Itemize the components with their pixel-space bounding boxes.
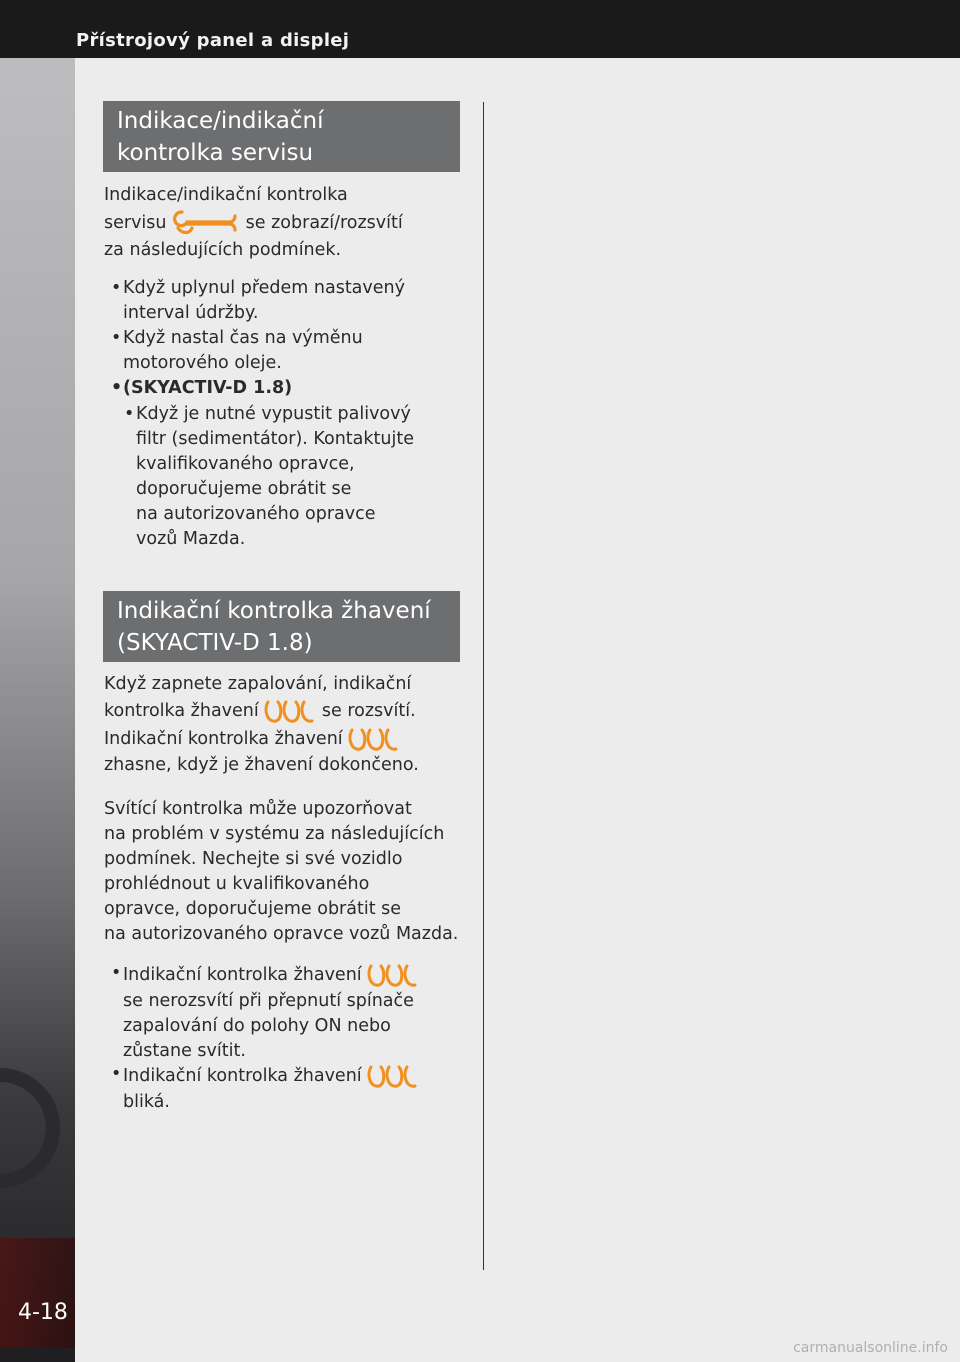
list-item: • Když uplynul předem nastavený interval údržby. [123, 276, 405, 326]
column-divider [483, 102, 484, 1270]
list-item: • (SKYACTIV-D 1.8) [123, 376, 292, 401]
text-line: na autorizovaného opravce [136, 504, 376, 524]
glow-plug-icon [367, 961, 419, 989]
sub-list-item: • Když je nutné vypustit palivový filtr (sedimentátor). Kontaktujte kvalifikovaného opravce, doporučujeme obrátit se na autorizovaného opravce vozů Mazda. [136, 402, 414, 552]
text-line: (SKYACTIV-D 1.8) [123, 378, 293, 398]
text-line: kvalifikovaného opravce, [136, 454, 355, 474]
service-intro [104, 183, 474, 263]
text-span: kontrolka žhavení [104, 701, 259, 721]
text-line: prohlédnout u kvalifikovaného [104, 874, 370, 894]
text-line: interval údržby. [123, 303, 259, 323]
list-item: • Když nastal čas na výměnu motorového oleje. [123, 326, 363, 376]
text-line [123, 1062, 419, 1090]
text-line: vozů Mazda. [136, 529, 246, 549]
text-line: na autorizovaného opravce vozů Mazda. [104, 924, 459, 944]
text-line: podmínek. Nechejte si své vozidlo [104, 849, 403, 869]
heading-line: kontrolka servisu [117, 140, 314, 166]
text-line: doporučujeme obrátit se [136, 479, 352, 499]
text-span: Indikační kontrolka žhavení [104, 729, 343, 749]
glow-plug-icon [264, 697, 316, 725]
text-line: zhasne, když je žhavení dokončeno. [104, 755, 419, 775]
glow-plug-icon [348, 725, 400, 753]
text-line: filtr (sedimentátor). Kontaktujte [136, 429, 414, 449]
watermark[interactable]: carmanualsonline.info [793, 1340, 948, 1356]
text-line: bliká. [123, 1092, 170, 1112]
steering-wheel-image [0, 1068, 60, 1188]
text-line: Indikace/indikační kontrolka [104, 185, 348, 205]
text-span: servisu [104, 213, 167, 233]
glow-paragraph-2 [104, 797, 474, 947]
section-heading-glow [103, 591, 460, 662]
top-bar [0, 0, 960, 58]
list-item: • Indikační kontrolka žhavení bliká. [123, 1062, 419, 1115]
text-line: opravce, doporučujeme obrátit se [104, 899, 402, 919]
section-heading-service [103, 101, 460, 172]
text-line: za následujících podmínek. [104, 240, 342, 260]
wrench-icon [172, 208, 240, 238]
text-line: Když uplynul předem nastavený [123, 278, 405, 298]
text-line: Když je nutné vypustit palivový [136, 404, 411, 424]
text-span: Indikační kontrolka žhavení [123, 1066, 362, 1086]
text-line: Když zapnete zapalování, indikační [104, 674, 412, 694]
text-line: se nerozsvítí při přepnutí spínače [123, 991, 414, 1011]
sidebar-photo [0, 58, 75, 1362]
heading-line: Indikace/indikační [117, 108, 324, 134]
text-line [104, 208, 474, 238]
list-item: • Indikační kontrolka žhavení se nerozsvítí při přepnutí spínače zapalování do polohy ON nebo zůstane svítit. [123, 961, 419, 1064]
text-span: se zobrazí/rozsvítí [245, 213, 403, 233]
glow-plug-icon [367, 1062, 419, 1090]
heading-line: Indikační kontrolka žhavení [117, 598, 431, 624]
text-span: Indikační kontrolka žhavení [123, 965, 362, 985]
text-line [104, 725, 474, 753]
text-line: Když nastal čas na výměnu [123, 328, 363, 348]
text-line: Svítící kontrolka může upozorňovat [104, 799, 412, 819]
text-line: motorového oleje. [123, 353, 282, 373]
chapter-title: Přístrojový panel a displej [76, 30, 350, 51]
heading-line: (SKYACTIV-D 1.8) [117, 630, 313, 656]
glow-paragraph-1 [104, 672, 474, 778]
text-line: na problém v systému za následujících [104, 824, 445, 844]
text-line: zapalování do polohy ON nebo [123, 1016, 391, 1036]
text-line [123, 961, 419, 989]
page-number: 4-18 [18, 1300, 68, 1325]
console-image [0, 1238, 75, 1348]
text-line [104, 697, 474, 725]
text-span: se rozsvítí. [321, 701, 416, 721]
text-line: zůstane svítit. [123, 1041, 246, 1061]
